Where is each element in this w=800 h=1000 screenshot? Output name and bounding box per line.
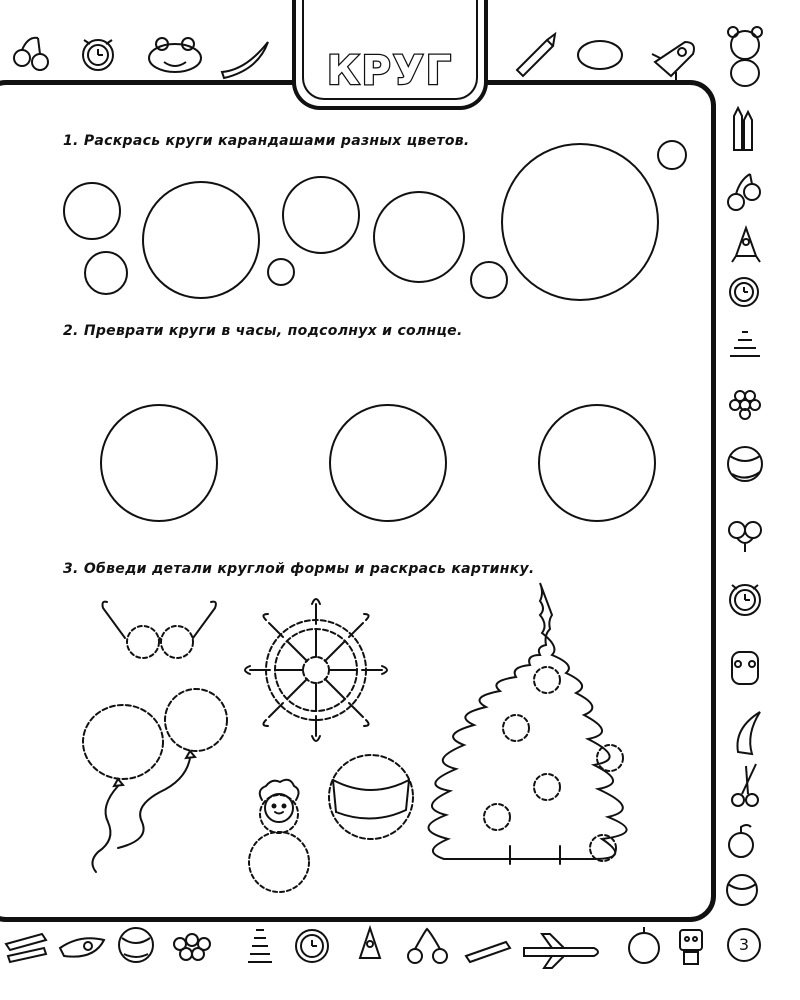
crayons-icon bbox=[6, 934, 46, 962]
dashed-circle[interactable] bbox=[161, 626, 193, 658]
ball-icon bbox=[728, 447, 762, 481]
dashed-circle[interactable] bbox=[249, 832, 309, 892]
rocket-icon bbox=[652, 42, 694, 80]
alarm-clock-icon bbox=[730, 585, 760, 615]
grapes-icon bbox=[730, 391, 760, 419]
rocket-icon bbox=[360, 928, 380, 958]
alarm-clock-icon bbox=[296, 930, 328, 962]
task-1-heading: 1. Раскрась круги карандашами разных цветов. bbox=[63, 133, 470, 149]
task-3-picture bbox=[83, 583, 627, 892]
banana-icon bbox=[737, 712, 760, 754]
coloring-circle[interactable] bbox=[471, 262, 507, 298]
sunflower-circle[interactable] bbox=[330, 405, 446, 521]
dashed-circle[interactable] bbox=[127, 626, 159, 658]
task-2-circles bbox=[101, 405, 655, 521]
cherries-icon bbox=[729, 522, 761, 552]
cherries-icon bbox=[728, 174, 760, 210]
apple-icon bbox=[629, 927, 659, 963]
coloring-circle[interactable] bbox=[374, 192, 464, 282]
rocket-icon bbox=[732, 228, 760, 262]
coloring-circle[interactable] bbox=[283, 177, 359, 253]
balloons bbox=[83, 689, 227, 872]
alarm-clock-icon bbox=[730, 278, 758, 306]
crayon-icon bbox=[466, 942, 510, 962]
coloring-circle[interactable] bbox=[502, 144, 658, 300]
crayon-icon bbox=[517, 34, 555, 76]
glasses bbox=[103, 602, 216, 658]
scissors-icon bbox=[732, 764, 758, 806]
sun-circle[interactable] bbox=[539, 405, 655, 521]
decor-icons-top bbox=[14, 27, 762, 86]
coloring-circle[interactable] bbox=[64, 183, 120, 239]
pyramid-toy-icon bbox=[248, 930, 272, 962]
apple-icon bbox=[729, 825, 753, 857]
toy-ball bbox=[329, 755, 413, 839]
dashed-circle[interactable] bbox=[484, 804, 510, 830]
airplane-icon bbox=[524, 934, 598, 968]
task-2-heading: 2. Преврати круги в часы, подсолнух и солнце. bbox=[63, 323, 463, 339]
dashed-circle[interactable] bbox=[534, 774, 560, 800]
pyramid-toy-icon bbox=[730, 332, 760, 356]
decor-icons-bottom bbox=[6, 927, 702, 968]
cherries-icon bbox=[14, 38, 48, 70]
dashed-circle[interactable] bbox=[503, 715, 529, 741]
coloring-circle[interactable] bbox=[143, 182, 259, 298]
task-1-circles bbox=[64, 141, 686, 300]
frog-icon bbox=[149, 38, 201, 72]
grapes-icon bbox=[174, 934, 210, 960]
page-number: 3 bbox=[727, 928, 761, 962]
page-title: КРУГ bbox=[326, 48, 454, 94]
christmas-tree bbox=[428, 583, 626, 864]
clock-circle[interactable] bbox=[101, 405, 217, 521]
roly-poly-doll bbox=[249, 780, 309, 892]
ship-wheel bbox=[245, 599, 387, 741]
teddy-bear-icon bbox=[728, 27, 762, 86]
rocket-icon bbox=[60, 938, 104, 956]
coloring-circle[interactable] bbox=[268, 259, 294, 285]
banana-icon bbox=[222, 42, 268, 78]
task-3-heading: 3. Обведи детали круглой формы и раскрась картинку. bbox=[63, 561, 535, 577]
cherries-icon bbox=[408, 929, 447, 963]
robot-icon bbox=[680, 930, 702, 964]
alarm-clock-icon bbox=[83, 40, 113, 70]
dashed-circle[interactable] bbox=[329, 755, 413, 839]
coloring-circle[interactable] bbox=[85, 252, 127, 294]
dashed-circle[interactable] bbox=[534, 667, 560, 693]
dashed-circle[interactable] bbox=[165, 689, 227, 751]
dashed-circle[interactable] bbox=[83, 705, 163, 779]
decor-icons-right bbox=[727, 108, 762, 905]
lemon-icon bbox=[578, 41, 622, 69]
car-icon bbox=[732, 652, 758, 684]
crayons-icon bbox=[734, 108, 752, 150]
coloring-circle[interactable] bbox=[658, 141, 686, 169]
ball-icon bbox=[727, 875, 757, 905]
ball-icon bbox=[119, 928, 153, 962]
